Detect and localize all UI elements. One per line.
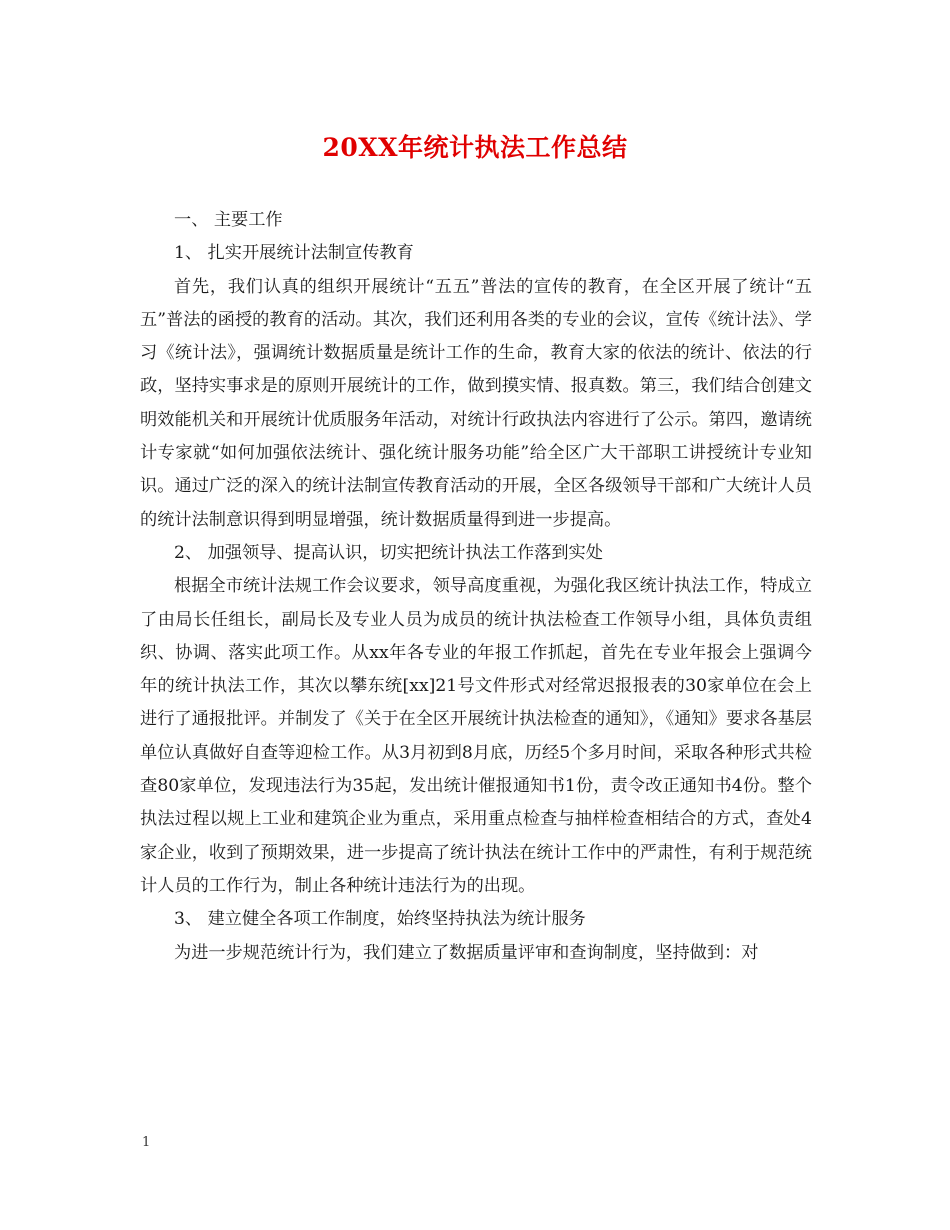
subsection-heading-2: 2、 加强领导、提高认识，切实把统计执法工作落到实处 — [174, 542, 603, 563]
document-body — [140, 204, 812, 970]
body-paragraph-3: 为进一步规范统计行为，我们建立了数据质量评审和查询制度，坚持做到：对 — [174, 942, 759, 963]
body-paragraph-1: 首先，我们认真的组织开展统计“五五”普法的宣传的教育，在全区开展了统计“五五”普法的函授的教育的活动。其次，我们还利用各类的专业的会议，宣传《统计法》、学习《统计法》，强调统计数据质量是统计工作的生命，教育大家的依法的统计、依法的行政，坚持实事求是的原则开展统计的工作，做到摸实情、报真数。第三，我们结合创建文明效能机关和开展统计优质服务年活动，对统计行政执法内容进行了公示。第四，邀请统计专家就“如何加强依法统计、强化统计服务功能”给全区广大干部职工讲授统计专业知识。通过广泛的深入的统计法制宣传教育活动的开展，全区各级领导干部和广大统计人员的统计法制意识得到明显增强，统计数据质量得到进一步提高。 — [140, 276, 812, 530]
body-paragraph-2: 根据全市统计法规工作会议要求，领导高度重视，为强化我区统计执法工作，特成立了由局长任组长，副局长及专业人员为成员的统计执法检查工作领导小组，具体负责组织、协调、落实此项工作。从xx年各专业的年报工作抓起，首先在专业年报会上强调今年的统计执法工作，其次以攀东统[xx]21号文件形式对经常迟报报表的30家单位在会上进行了通报批评。并制发了《关于在全区开展统计执法检查的通知》，《通知》要求各基层单位认真做好自查等迎检工作。从3月初到8月底，历经5个多月时间，采取各种形式共检查80家单位，发现违法行为35起，发出统计催报通知书1份，责令改正通知书4份。整个执法过程以规上工业和建筑企业为重点，采用重点检查与抽样检查相结合的方式，查处4家企业，收到了预期效果，进一步提高了统计执法在统计工作中的严肃性，有利于规范统计人员的工作行为，制止各种统计违法行为的出现。 — [140, 576, 812, 896]
document-title: 20XX年统计执法工作总结 — [322, 133, 628, 162]
section-heading-main-work: 一、 主要工作 — [174, 210, 283, 230]
subsection-heading-1: 1、 扎实开展统计法制宣传教育 — [174, 243, 414, 264]
page-number: 1 — [142, 1135, 151, 1150]
subsection-heading-3: 3、 建立健全各项工作制度，始终坚持执法为统计服务 — [174, 909, 586, 930]
